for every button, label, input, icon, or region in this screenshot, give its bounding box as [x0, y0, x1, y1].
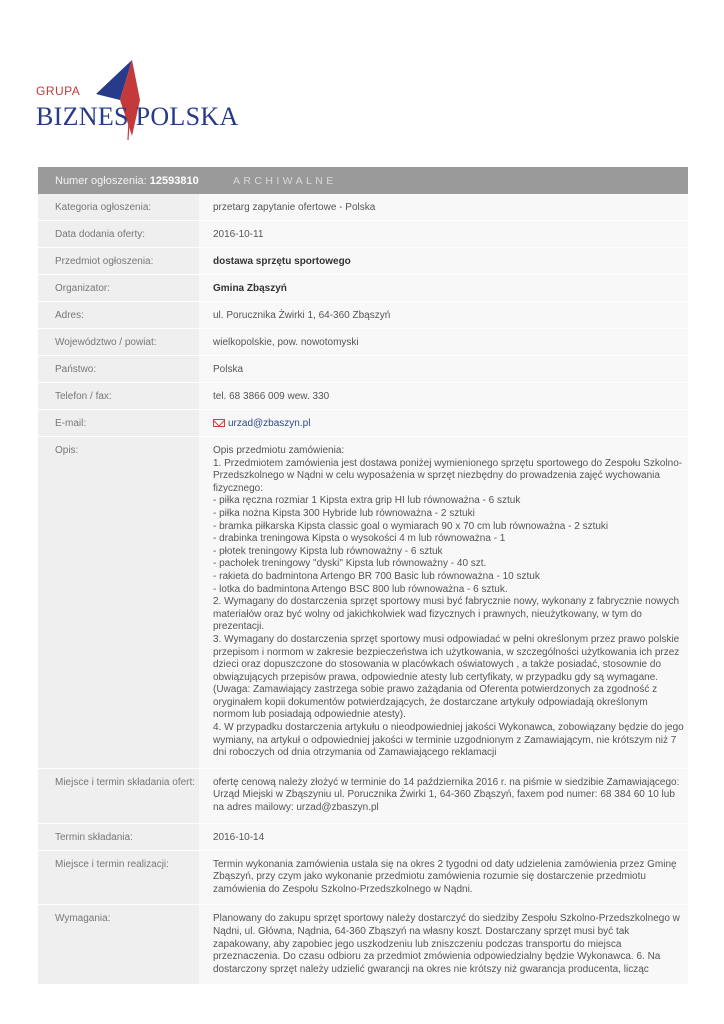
row-przedmiot	[38, 248, 688, 275]
subject-value: dostawa sprzętu sportowego	[213, 256, 351, 267]
row-value: ul. Porucznika Żwirki 1, 64-360 Zbąszyń	[199, 302, 688, 329]
logo	[36, 56, 239, 140]
row-organizator	[38, 275, 688, 302]
description-line: - płotek treningowy Kipsta lub równoważny - 6 sztuk	[213, 545, 443, 557]
row-realizacja	[38, 851, 688, 906]
row-value: przetarg zapytanie ofertowe - Polska	[199, 194, 688, 221]
row-label: Opis:	[38, 437, 199, 769]
row-label: Termin składania:	[38, 824, 199, 851]
email-link[interactable]: urzad@zbaszyn.pl	[228, 418, 311, 429]
row-label: Telefon / fax:	[38, 383, 199, 410]
row-value: ofertę cenową należy złożyć w terminie do 14 października 2016 r. na piśmie w siedzibie Zamawiającego: Urząd Miejski w Zbąszyniu ul. Porucznika Żwirki 1, 64-360 Zbąszyń, faxem pod numer: 68 384 60 10 lub na adres mailowy: urzad@zbaszyn.pl	[199, 769, 688, 824]
row-label: Wymagania:	[38, 905, 199, 985]
announcement-number-label: Numer ogłoszenia:	[55, 174, 147, 187]
row-label: Kategoria ogłoszenia:	[38, 194, 199, 221]
description-line: 1. Przedmiotem zamówienia jest dostawa poniżej wymienionego sprzętu sportowego do Zespołu Szkolno-Przedszkolnego w Nądni w celu wyposażenia w sprzęt niezbędny do prowadzenia zajęć wychowania fizycznego:	[213, 457, 683, 494]
logo-brand-text: BIZNES POLSKA	[36, 102, 239, 131]
announcement-number-value: 12593810	[149, 174, 199, 187]
row-label: Adres:	[38, 302, 199, 329]
row-kategoria	[38, 194, 688, 221]
row-value: Termin wykonania zamówienia ustala się na okres 2 tygodni od daty udzielenia zamówienia przez Gminę Zbąszyń, przy czym jako wykonanie przedmiotu zamówienia rozumie się dostarczenie przedmiotu zamówienia do Zespołu Szkolno-Przedszkolnego w Nądni.	[199, 851, 688, 906]
row-value: 2016-10-11	[199, 221, 688, 248]
row-opis	[38, 437, 688, 769]
row-adres	[38, 302, 688, 329]
row-label: Miejsce i termin składania ofert:	[38, 769, 199, 824]
row-label: Województwo / powiat:	[38, 329, 199, 356]
row-telefon	[38, 383, 688, 410]
description-line: 4. W przypadku dostarczenia artykułu o nieodpowiedniej jakości Wykonawca, zobowiązany będzie do jego wymiany, na artykuł o odpowiedniej jakości w terminie uzgodnionym z Zamawiającym, nie krótszym niż 7 dni roboczych od dnia otrzymania od Zamawiającego reklamacji	[213, 722, 684, 759]
row-value: wielkopolskie, pow. nowotomyski	[199, 329, 688, 356]
announcement-table	[38, 167, 688, 985]
row-value	[199, 410, 688, 437]
announcement-header	[38, 167, 688, 194]
description-line: 3. Wymagany do dostarczenia sprzęt sportowy musi odpowiadać w pełni określonym przez prawo polskie przepisom i normom w zakresie bezpieczeństwa ich użytkowania, w szczególności użytkowania ich przez dzieci oraz dopuszczone do stosowania w placówkach oświatowych , a także posiadać, stosownie do obwiązujących przepisów prawa, odpowiednie atesty lub certyfikaty, w przypadku gdy są wymagane. (Uwaga: Zamawiający zastrzega sobie prawo zażądania od Oferenta potwierdzonych za zgodność z oryginałem kopii dokumentów potwierdzających, że dostarczane artykuły odpowiadają określonym normom lub posiadają odpowiednie atesty).	[213, 633, 680, 721]
description-line: - drabinka treningowa Kipsta o wysokości 4 m lub równoważna - 1	[213, 533, 506, 545]
description-line: - bramka piłkarska Kipsta classic goal o wymiarach 90 x 70 cm lub równoważna - 2 sztuki	[213, 520, 609, 532]
description-line: - rakieta do badmintona Artengo BR 700 Basic lub równoważna - 10 sztuk	[213, 570, 540, 582]
row-value: Planowany do zakupu sprzęt sportowy należy dostarczyć do siedziby Zespołu Szkolno-Przedszkolnego w Nądni, ul. Główna, Nądnia, 64-360 Zbąszyń na własny koszt. Dostarczany sprzęt musi być tak zapakowany, aby zapobiec jego uszkodzeniu lub zniszczeniu podczas transportu do miejsca przeznaczenia. Do czasu odbioru za przedmiot zmówienia odpowiedzialny będzie Wykonawca. 6. Na dostarczony sprzęt należy udzielić gwarancji na okres nie krótszy niż gwarancja producenta, licząc	[199, 905, 688, 985]
row-label: Przedmiot ogłoszenia:	[38, 248, 199, 275]
description-line: 2. Wymagany do dostarczenia sprzęt sportowy musi być fabrycznie nowy, wykonany z fabrycznie nowych materiałów oraz być wolny od jakichkolwiek wad fizycznych i prawnych, nieużytkowany, w tym do prezentacji.	[213, 596, 680, 633]
announcement-number	[38, 175, 199, 187]
row-value	[199, 275, 688, 302]
row-value	[199, 248, 688, 275]
description-line: Opis przedmiotu zamówienia:	[213, 445, 345, 456]
row-miejsce-ofert	[38, 769, 688, 824]
row-panstwo	[38, 356, 688, 383]
row-email	[38, 410, 688, 437]
row-label: Miejsce i termin realizacji:	[38, 851, 199, 906]
logo-grupa-text: GRUPA	[36, 84, 81, 98]
description-line: - piłka ręczna rozmiar 1 Kipsta extra grip HI lub równoważna - 6 sztuk	[213, 495, 521, 507]
organizer-value: Gmina Zbąszyń	[213, 283, 287, 294]
description-line: - piłka nożna Kipsta 300 Hybride lub równoważna - 2 sztuki	[213, 507, 475, 519]
description-value	[199, 437, 688, 769]
row-data	[38, 221, 688, 248]
row-termin	[38, 824, 688, 851]
row-value: 2016-10-14	[199, 824, 688, 851]
row-label: E-mail:	[38, 410, 199, 437]
description-line: - lotka do badmintona Artengo BSC 800 lub równoważna - 6 sztuk.	[213, 583, 508, 595]
row-label: Państwo:	[38, 356, 199, 383]
row-value: Polska	[199, 356, 688, 383]
description-line: - pachołek treningowy "dyski" Kipsta lub równoważny - 40 szt.	[213, 558, 487, 570]
row-wymagania	[38, 905, 688, 985]
row-label: Organizator:	[38, 275, 199, 302]
row-value: tel. 68 3866 009 wew. 330	[199, 383, 688, 410]
row-label: Data dodania oferty:	[38, 221, 199, 248]
mail-icon	[213, 419, 225, 427]
archived-status: ARCHIWALNE	[233, 174, 337, 187]
row-wojewodztwo	[38, 329, 688, 356]
